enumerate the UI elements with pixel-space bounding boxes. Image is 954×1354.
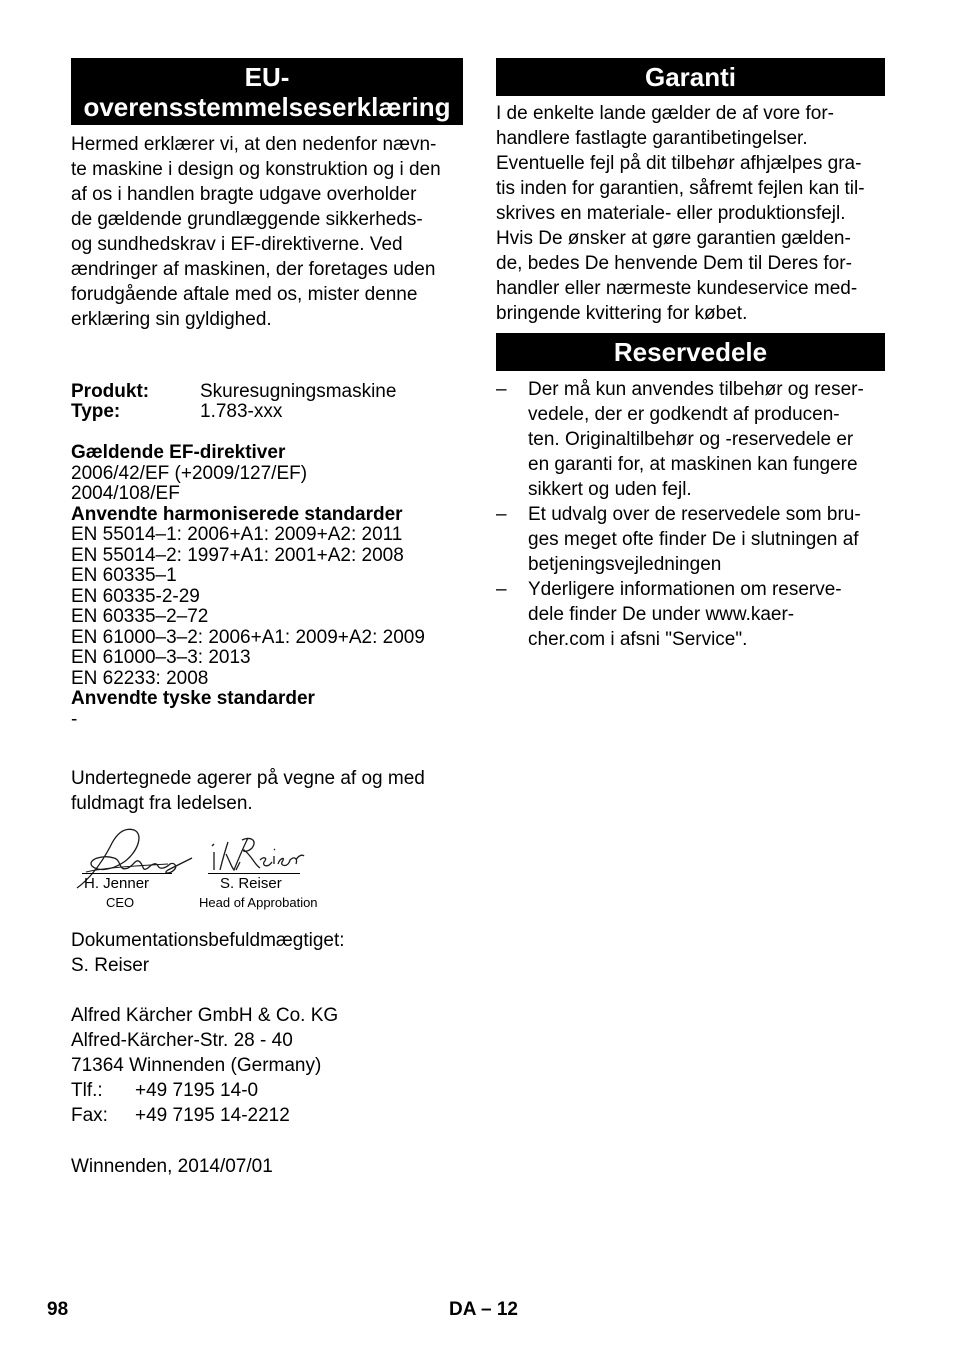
harmonized-heading: Anvendte harmoniserede standarder: [71, 503, 403, 525]
intro-line: af os i handlen bragte udgave overholder: [71, 184, 417, 205]
bullet-dash: –: [496, 579, 507, 600]
eu-declaration-heading: [71, 58, 463, 125]
intro-line: erklæring sin gyldighed.: [71, 309, 272, 330]
garanti-line: skrives en materiale- eller produktionsfejl.: [496, 203, 846, 224]
garanti-line: handlere fastlagte garantibetingelser.: [496, 128, 808, 149]
signatory-name-reiser: S. Reiser: [220, 875, 282, 892]
bullet-line: cher.com i afsni "Service".: [528, 629, 748, 650]
intro-line: forudgående aftale med os, mister denne: [71, 284, 418, 305]
heading-line-1: EU-: [244, 62, 290, 92]
bullet-line: Yderligere informationen om reserve-: [528, 579, 842, 600]
signatory-paragraph: [71, 766, 425, 816]
directive-item: 2004/108/EF: [71, 483, 180, 504]
bullet-line: Et udvalg over de reservedele som bru-: [528, 504, 861, 525]
garanti-line: tis inden for garantien, såfremt fejlen kan til-: [496, 178, 865, 199]
bullet-line: ten. Originaltilbehør og -reservedele er: [528, 429, 854, 450]
address-line: Alfred-Kärcher-Str. 28 - 40: [71, 1030, 293, 1051]
bullet-line: betjeningsvejledningen: [528, 554, 722, 575]
bullet-line: sikkert og uden fejl.: [528, 479, 692, 500]
type-value: 1.783-xxx: [200, 401, 283, 422]
reservedele-heading: Reservedele: [496, 333, 885, 371]
address-line: 71364 Winnenden (Germany): [71, 1055, 322, 1076]
standard-item: EN 60335–2–72: [71, 606, 209, 627]
signature-line-jenner: [82, 873, 172, 874]
intro-line: og sundhedskrav i EF-direktiverne. Ved: [71, 234, 403, 255]
bullet-line: dele finder De under www.kaer-: [528, 604, 795, 625]
intro-line: de gældende grundlæggende sikkerheds-: [71, 209, 423, 230]
doc-line: S. Reiser: [71, 955, 150, 976]
signatory-line: Undertegnede agerer på vegne af og med: [71, 768, 425, 789]
garanti-line: bringende kvittering for købet.: [496, 303, 748, 324]
garanti-line: Hvis De ønsker at gøre garantien gælden-: [496, 228, 851, 249]
product-row: [71, 382, 471, 403]
garanti-line: Eventuelle fejl på dit tilbehør afhjælpes gra-: [496, 153, 862, 174]
garanti-line: de, bedes De henvende Dem til Deres for-: [496, 253, 852, 274]
bullet-line: vedele, der er godkendt af producen-: [528, 404, 840, 425]
signature-reiser: [208, 832, 308, 876]
bullet-line: ges meget ofte finder De i slutningen af: [528, 529, 859, 550]
signatory-name-jenner: H. Jenner: [84, 875, 150, 892]
phone-value: +49 7195 14-0: [135, 1080, 259, 1101]
bullet-line: Der må kun anvendes tilbehør og reser-: [528, 379, 864, 400]
fax-row: [71, 1103, 338, 1128]
page-number: 98: [47, 1299, 69, 1320]
type-row: [71, 402, 471, 423]
standard-item: EN 60335–1: [71, 565, 177, 586]
standards-block: [71, 443, 425, 730]
intro-line: te maskine i design og konstruktion og i den: [71, 159, 441, 180]
signatory-title-jenner: CEO: [106, 895, 135, 910]
intro-paragraph: [71, 132, 441, 332]
phone-label: Tlf.:: [71, 1080, 103, 1101]
company-address: [71, 1003, 338, 1128]
garanti-line: handler eller nærmeste kundeservice med-: [496, 278, 858, 299]
bullet-line: en garanti for, at maskinen kan fungere: [528, 454, 858, 475]
intro-line: Hermed erklærer vi, at den nedenfor nævn-: [71, 134, 437, 155]
standard-item: EN 61000–3–2: 2006+A1: 2009+A2: 2009: [71, 626, 425, 648]
standard-item: EN 61000–3–3: 2013: [71, 647, 251, 668]
heading-line-2: overensstemmelseserklæring: [83, 92, 451, 122]
garanti-paragraph: [496, 101, 865, 326]
section-label: DA – 12: [449, 1299, 518, 1320]
address-line: Alfred Kärcher GmbH & Co. KG: [71, 1005, 339, 1026]
bullet-dash: –: [496, 379, 507, 400]
doc-line: Dokumentationsbefuldmægtiget:: [71, 930, 345, 951]
fax-label: Fax:: [71, 1105, 108, 1126]
signature-line-reiser: [208, 873, 300, 874]
signatory-title-reiser: Head of Approbation: [199, 895, 318, 910]
directives-heading: Gældende EF-direktiver: [71, 442, 286, 463]
phone-row: [71, 1078, 338, 1103]
product-value: Skuresugningsmaskine: [200, 381, 397, 402]
german-standards-heading: Anvendte tyske standarder: [71, 688, 315, 709]
fax-value: +49 7195 14-2212: [135, 1105, 290, 1126]
german-standards-value: -: [71, 708, 78, 730]
garanti-line: I de enkelte lande gælder de af vore for-: [496, 103, 834, 124]
standard-item: EN 55014–2: 1997+A1: 2001+A2: 2008: [71, 544, 404, 566]
standard-item: EN 62233: 2008: [71, 667, 209, 689]
signatory-line: fuldmagt fra ledelsen.: [71, 793, 253, 814]
product-label: Produkt:: [71, 381, 150, 402]
type-label: Type:: [71, 401, 121, 422]
bullet-dash: –: [496, 504, 507, 525]
garanti-heading: Garanti: [496, 58, 885, 96]
directive-item: 2006/42/EF (+2009/127/EF): [71, 462, 308, 484]
place-date: Winnenden, 2014/07/01: [71, 1156, 273, 1177]
intro-line: ændringer af maskinen, der foretages uden: [71, 259, 436, 280]
standard-item: EN 55014–1: 2006+A1: 2009+A2: 2011: [71, 524, 403, 545]
documentation-representative: [71, 928, 345, 978]
standard-item: EN 60335-2-29: [71, 585, 200, 607]
